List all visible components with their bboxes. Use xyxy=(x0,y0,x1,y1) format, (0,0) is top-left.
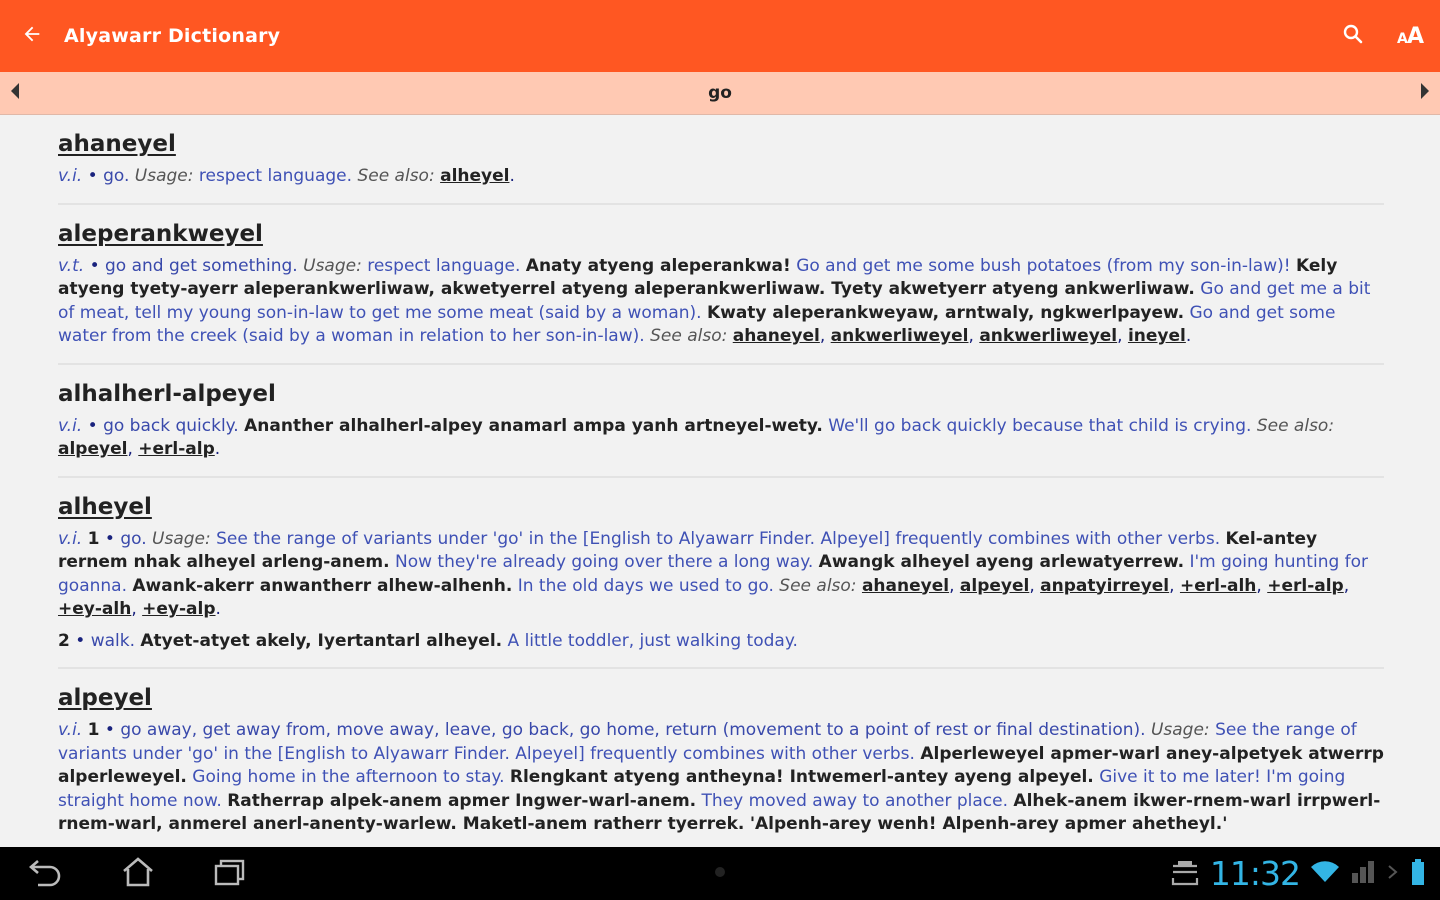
example-text: Ananther alhalherl-alpey anamarl ampa yanh artneyel-wety. xyxy=(244,415,823,436)
xref-link[interactable]: ahaneyel xyxy=(732,326,820,346)
part-of-speech: v.i. xyxy=(58,166,83,186)
example-text: Rlengkant atyeng antheyna! Intwemerl-antey ayeng alpeyel. xyxy=(509,767,1094,787)
chevron-right-icon xyxy=(1386,862,1400,886)
next-button[interactable] xyxy=(1410,72,1440,115)
bullet: • xyxy=(89,255,100,276)
nav-back-button[interactable] xyxy=(0,847,92,900)
usage-label: Usage: xyxy=(303,255,362,276)
bullet: • xyxy=(104,720,115,740)
entry-headword[interactable]: aleperankweyel xyxy=(58,220,263,247)
back-button[interactable] xyxy=(0,0,64,72)
part-of-speech: v.t. xyxy=(58,255,85,276)
entry-definition xyxy=(58,719,1384,837)
text-size-button[interactable] xyxy=(1382,0,1440,72)
example-translation: Going home in the afternoon to stay. xyxy=(192,767,505,787)
example-text: 'Alpenh-arey wenh! Alpenh-arey apmer ahetheyl.' xyxy=(749,814,1228,834)
entry-definition: v.i. • go. Usage: respect language. See also: alheyel. xyxy=(58,166,515,186)
entry-definition: v.i. 1 • go. Usage: See the range of variants under 'go' in the [English to Alyawarr Finder. Alpeyel] frequently combines with other verbs. Kel-antey rernem nhak alheyel arleng-anem. Now they're already going over there a long way. Awangk alheyel ayeng arlewatyerrew. I'm going hunting for goanna. Awank-akerr anwantherr alhew-alhenh. In the old days we used to go. See also: ahaneyel, alpeyel, anpatyirreyel, +erl-alh, +erl-alp, +ey-alh, +ey-alp. 2 • walk. Atyet-atyet akely, Iyertantarl alheyel. A little toddler, just walking today. xyxy=(58,528,1369,651)
entry-headword[interactable]: alheyel xyxy=(58,493,152,520)
xref-link[interactable]: +erl-alp xyxy=(138,439,215,459)
nav-recents-button[interactable] xyxy=(184,847,276,900)
example-translation: I'm going hunting for goanna. xyxy=(58,552,1369,596)
entry-alheyel[interactable] xyxy=(58,478,1384,670)
battery-icon xyxy=(1410,858,1426,890)
part-of-speech: v.i. xyxy=(58,720,83,740)
home-icon xyxy=(120,856,156,892)
svg-text:A: A xyxy=(1397,31,1408,46)
example-text: Awangk alheyel ayeng arlewatyerrew. xyxy=(818,552,1185,572)
example-text: Awank-akerr anwantherr alhew-alhenh. xyxy=(132,575,513,596)
part-of-speech: v.i. xyxy=(58,415,83,436)
xref-link[interactable]: ankwerliweyel xyxy=(830,326,969,346)
gloss: go and get something. xyxy=(105,255,298,276)
chevron-left-icon xyxy=(9,82,21,104)
example-translation: Give it to me later! I'm going straight home now. xyxy=(58,767,1346,811)
entry-alhalherl-alpeyel[interactable] xyxy=(58,365,1384,478)
usage-text: respect language. xyxy=(367,255,521,276)
usage-text: respect language. xyxy=(198,166,353,186)
app-bar xyxy=(0,0,1440,72)
example-text: Kely atyeng tyety-ayerr aleperankwerliwaw, akwetyerrel atyeng aleperankwerliwaw. Tyety akwetyerr atyeng ankwerliwaw. xyxy=(58,255,1338,299)
bullet: • xyxy=(104,528,115,549)
example-translation: We'll go back quickly because that child is crying. xyxy=(828,415,1252,436)
xref-link[interactable]: anpatyirreyel xyxy=(1040,575,1170,596)
xref-link[interactable]: alpeyel xyxy=(58,439,128,459)
nav-dot-icon xyxy=(715,867,725,877)
back-icon xyxy=(28,857,64,891)
svg-text:A: A xyxy=(1407,24,1425,46)
xref-link[interactable]: ineyel xyxy=(1127,326,1186,346)
example-translation: In the old days we used to go. xyxy=(517,575,774,596)
entry-definition: v.i. • go back quickly. Ananther alhalherl-alpey anamarl ampa yanh artneyel-wety. We'll go back quickly because that child is crying. See also: alpeyel, +erl-alp. xyxy=(58,415,1335,459)
example-text: Atyet-atyet akely, Iyertantarl alheyel. xyxy=(140,630,503,651)
example-text: Anaty atyeng aleperankwa! xyxy=(525,255,791,276)
xref-link[interactable]: +erl-alp xyxy=(1267,575,1344,596)
entry-aleperankweyel[interactable] xyxy=(58,205,1384,365)
entry-alpeyel[interactable] xyxy=(58,669,1384,847)
example-translation: A little toddler, just walking today. xyxy=(507,630,798,651)
see-also-label: See also: xyxy=(650,326,728,346)
wifi-icon xyxy=(1310,860,1340,888)
see-also-label: See also: xyxy=(779,575,857,596)
gloss: walk. xyxy=(90,630,135,651)
part-of-speech: v.i. xyxy=(58,528,83,549)
sense-number: 1 xyxy=(87,528,100,549)
example-translation: Go and get me some bush potatoes (from my son-in-law)! xyxy=(796,255,1291,276)
entry-definition: v.t. • go and get something. Usage: respect language. Anaty atyeng aleperankwa! Go and get me some bush potatoes (from my son-in-law)! Kely atyeng tyety-ayerr aleperankwerliwaw, akwetyerrel atyeng aleperankwerliwaw. Tyety akwetyerr atyeng ankwerliwaw. Go and get me a bit of meat, tell my young son-in-law to get me some meat (said by a woman). Kwaty aleperankweyaw, arntwaly, ngkwerlpayew. Go and get some water from the creek (said by a woman in relation to her son-in-law). See also: ahaneyel, ankwerliweyel, ankwerliweyel, ineyel. xyxy=(58,255,1371,346)
example-text: Alperleweyel apmer-warl aney-alpetyek atwerrp alperleweyel. xyxy=(58,743,1384,787)
arrow-back-icon xyxy=(21,23,43,49)
nav-home-button[interactable] xyxy=(92,847,184,900)
sense-number: 1 xyxy=(87,720,100,740)
gloss: go away, get away from, move away, leave, go back, go home, return (movement to a point of rest or final destination). xyxy=(120,720,1146,740)
example-translation: They moved away to another place. xyxy=(701,790,1009,811)
xref-link[interactable]: alpeyel xyxy=(959,575,1030,596)
usage-label: Usage: xyxy=(134,166,194,186)
example-text: Kel-antey rernem nhak alheyel arleng-anem. xyxy=(58,528,1318,572)
example-translation: Go and get some water from the creek (said by a woman in relation to her son-in-law). xyxy=(58,302,1336,346)
chevron-right-icon xyxy=(1419,82,1431,104)
bullet: • xyxy=(75,630,86,651)
search-term: go xyxy=(708,83,732,103)
see-also-label: See also: xyxy=(357,166,435,186)
app-title: Alyawarr Dictionary xyxy=(64,25,281,47)
entry-headword[interactable]: ahaneyel xyxy=(58,131,176,157)
xref-link[interactable]: +ey-alp xyxy=(142,599,216,619)
gloss: go. xyxy=(120,528,147,549)
bullet: • xyxy=(87,166,98,186)
entry-headword[interactable]: alhalherl-alpeyel xyxy=(58,380,276,407)
text-size-icon xyxy=(1396,22,1426,50)
xref-link[interactable]: ankwerliweyel xyxy=(979,326,1118,346)
search-icon xyxy=(1341,22,1365,50)
status-area[interactable] xyxy=(1170,847,1426,900)
example-text: Ratherrap alpek-anem apmer Ingwer-warl-anem. xyxy=(227,790,697,811)
example-text: Alhek-anem ikwer-rnem-warl irrpwerl-rnem-warl, anmerel anerl-anenty-warlew. Maketl-anem ratherr tyerrek. xyxy=(58,790,1381,834)
entry-headword[interactable]: alpeyel xyxy=(58,685,152,711)
signal-icon xyxy=(1350,859,1376,889)
recents-icon xyxy=(212,857,248,891)
gloss: go. xyxy=(103,166,130,186)
notification-icon xyxy=(1170,858,1200,890)
previous-button[interactable] xyxy=(0,72,30,115)
example-translation: Now they're already going over there a long way. xyxy=(394,552,814,572)
bullet: • xyxy=(87,415,98,436)
example-translation: Go and get me a bit of meat, tell my young son-in-law to get me some meat (said by a woman). xyxy=(58,279,1371,323)
clock: 11:32 xyxy=(1209,854,1300,893)
usage-text: See the range of variants under 'go' in the [English to Alyawarr Finder. Alpeyel] frequently combines with other verbs. xyxy=(216,528,1221,549)
xref-link[interactable]: alheyel xyxy=(440,166,510,186)
xref-link[interactable]: +erl-alh xyxy=(1179,575,1257,596)
gloss: go back quickly. xyxy=(103,415,239,436)
xref-link[interactable]: +ey-alh xyxy=(58,599,132,619)
usage-label: Usage: xyxy=(152,528,211,549)
search-button[interactable] xyxy=(1324,0,1382,72)
sense-number: 2 xyxy=(58,630,70,651)
usage-label: Usage: xyxy=(1150,720,1210,740)
xref-link[interactable]: ahaneyel xyxy=(861,575,950,596)
search-term-bar xyxy=(0,72,1440,115)
system-nav-bar xyxy=(0,847,1440,900)
entry-ahaneyel[interactable] xyxy=(58,115,1384,205)
example-text: Kwaty aleperankweyaw, arntwaly, ngkwerlpayew. xyxy=(706,302,1185,323)
entry-list[interactable] xyxy=(0,115,1440,847)
usage-text: See the range of variants under 'go' in the [English to Alyawarr Finder. Alpeyel] frequently combines with other verbs. xyxy=(58,720,1357,764)
see-also-label: See also: xyxy=(1256,415,1335,436)
